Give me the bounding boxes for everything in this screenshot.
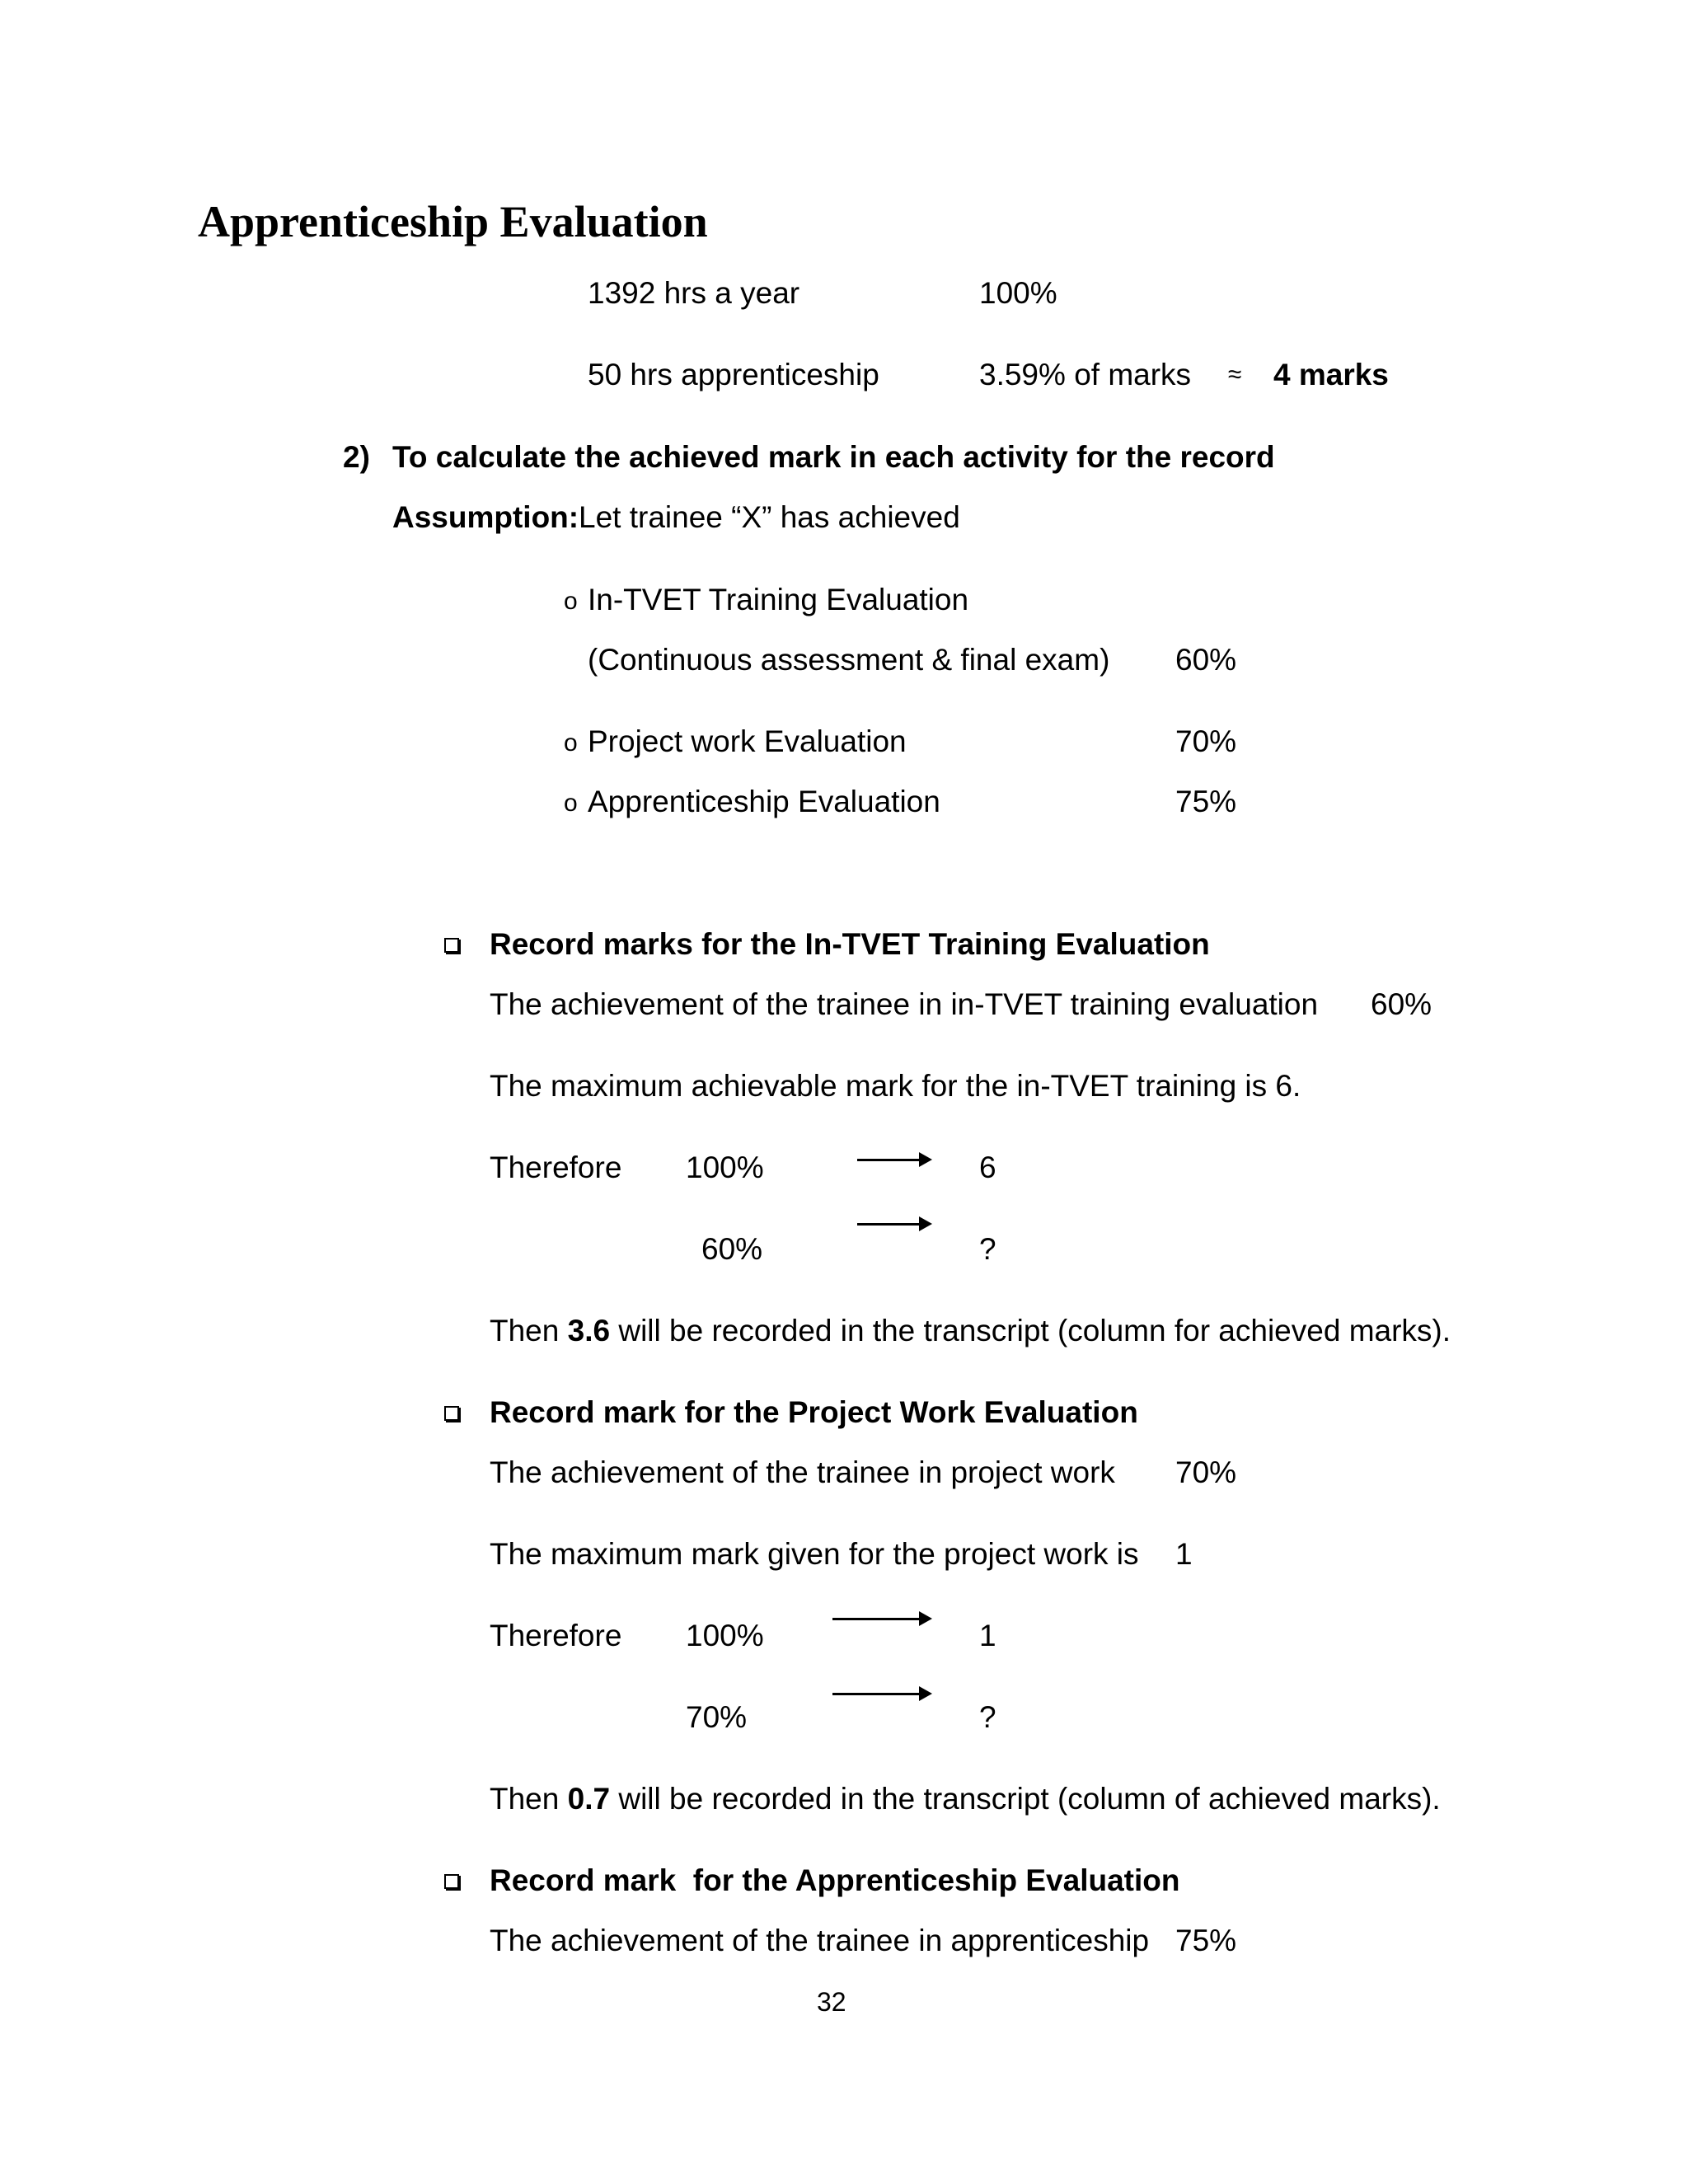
proportion-value: ? <box>979 1232 996 1266</box>
achievement-label: In-TVET Training Evaluation <box>588 583 969 616</box>
right-arrow-icon <box>832 1618 929 1620</box>
hours-year-percent: 100% <box>979 276 1057 310</box>
section-achievement-value: 75% <box>1175 1924 1237 1957</box>
list-bullet: o <box>564 588 578 615</box>
hours-apprenticeship-percent: 3.59% of marks <box>979 358 1192 391</box>
proportion-value: 1 <box>979 1619 996 1652</box>
section-achievement-text: The achievement of the trainee in apprenticeship <box>490 1924 1150 1957</box>
achievement-label: Project work Evaluation <box>588 724 907 758</box>
proportion-percent: 100% <box>686 1619 764 1652</box>
result-sentence <box>490 1783 1441 1814</box>
assumption-label: Assumption: <box>392 500 579 534</box>
right-arrow-icon <box>857 1223 929 1226</box>
checkbox-bullet-icon <box>444 938 459 953</box>
page-title: Apprenticeship Evaluation <box>198 197 708 246</box>
step-heading: To calculate the achieved mark in each activity for the record <box>392 440 1275 474</box>
section-achievement-value: 70% <box>1175 1455 1237 1489</box>
therefore-label: Therefore <box>490 1151 622 1184</box>
result-sentence <box>490 1315 1451 1346</box>
right-arrow-icon <box>832 1693 929 1695</box>
hours-marks: 4 marks <box>1273 358 1389 391</box>
step-number: 2) <box>343 440 370 474</box>
section-achievement-value: 60% <box>1371 987 1432 1021</box>
result-suffix: will be recorded in the transcript (column for achieved marks). <box>610 1314 1451 1347</box>
approx-symbol: ≈ <box>1228 361 1242 388</box>
checkbox-bullet-icon <box>444 1406 459 1421</box>
section-max-text: The maximum achievable mark for the in-TVET training is 6. <box>490 1069 1301 1103</box>
section-achievement-text: The achievement of the trainee in project work <box>490 1455 1115 1489</box>
proportion-percent: 60% <box>701 1232 763 1266</box>
achievement-sublabel: (Continuous assessment & final exam) <box>588 643 1110 677</box>
section-heading: Record marks for the In-TVET Training Evaluation <box>490 927 1210 961</box>
section-heading: Record mark for the Project Work Evaluation <box>490 1395 1138 1429</box>
proportion-percent: 100% <box>686 1151 764 1184</box>
right-arrow-icon <box>857 1159 929 1161</box>
section-achievement-text: The achievement of the trainee in in-TVET training evaluation <box>490 987 1319 1021</box>
checkbox-bullet-icon <box>444 1874 459 1889</box>
result-prefix: Then <box>490 1782 568 1816</box>
proportion-percent: 70% <box>686 1700 748 1734</box>
hours-apprenticeship-label: 50 hrs apprenticeship <box>588 358 879 391</box>
section-max-value: 1 <box>1175 1537 1193 1571</box>
page-number: 32 <box>817 1987 846 2017</box>
list-bullet: o <box>564 729 578 757</box>
achievement-value: 60% <box>1175 643 1237 677</box>
proportion-value: ? <box>979 1700 996 1734</box>
achievement-label: Apprenticeship Evaluation <box>588 785 940 818</box>
proportion-value: 6 <box>979 1151 996 1184</box>
section-heading: Record mark for the Apprenticeship Evaluation <box>490 1863 1180 1897</box>
list-bullet: o <box>564 790 578 817</box>
therefore-label: Therefore <box>490 1619 622 1652</box>
result-value: 0.7 <box>567 1782 611 1816</box>
hours-year-label: 1392 hrs a year <box>588 276 800 310</box>
section-max-text: The maximum mark given for the project work is <box>490 1537 1139 1571</box>
result-suffix: will be recorded in the transcript (column of achieved marks). <box>610 1782 1441 1816</box>
result-prefix: Then <box>490 1314 568 1347</box>
achievement-value: 70% <box>1175 724 1237 758</box>
achievement-value: 75% <box>1175 785 1237 818</box>
assumption-text: Let trainee “X” has achieved <box>579 500 960 534</box>
result-value: 3.6 <box>567 1314 611 1347</box>
